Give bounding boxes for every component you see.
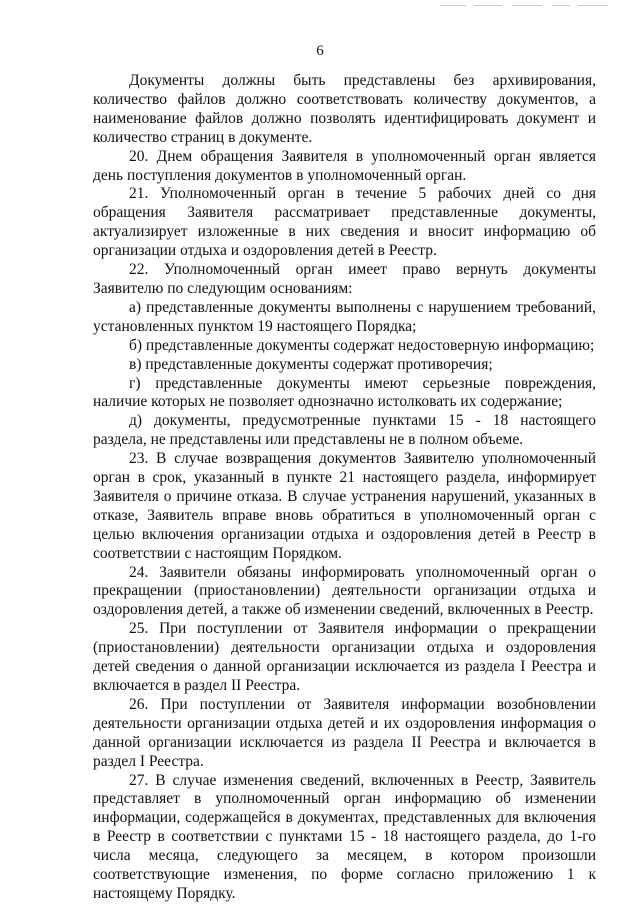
list-item: д) документы, предусмотренные пунктами 15 - 18 настоящего раздела, не представлены или представлены не в полном объеме. [93,412,596,449]
paragraph: 26. При поступлении от Заявителя информации возобновлении деятельности организации отдыха детей и их оздоровления информация о данной организации исключается из раздела II Реестра и включается в раздел I Реестра. [93,695,596,770]
scan-artifact-line [440,5,466,6]
scan-artifact-line [578,5,608,6]
list-item: б) представленные документы содержат недостоверную информацию; [129,336,595,354]
scan-artifact-line [512,5,542,6]
scan-artifact-line [552,5,570,6]
page-number: 6 [316,43,324,59]
paragraph: 20. Днем обращения Заявителя в уполномоченный орган является день поступления документов в уполномоченный орган. [93,147,596,184]
scan-artifact-line [474,5,502,6]
paragraph: Документы должны быть представлены без архивирования, количество файлов должно соответствовать количеству документов, а наименование файлов должно позволять идентифицировать документ и количество страниц в документе. [93,72,596,146]
list-item: а) представленные документы выполнены с нарушением требований, установленных пунктом 19 настоящего Порядка; [93,298,596,335]
paragraph: 21. Уполномоченный орган в течение 5 рабочих дней со дня обращения Заявителя рассматривает представленные документы, актуализирует изложенные в них сведения и вносит информацию об организации отдыха и оздоровления детей в Реестр. [93,185,596,260]
paragraph: 24. Заявители обязаны информировать уполномоченный орган о прекращении (приостановлении) деятельности организации отдыха и оздоровления детей, а также об изменении сведений, включенных в Реестр. [93,563,596,619]
document-body [93,72,596,904]
paragraph: 22. Уполномоченный орган имеет право вернуть документы Заявителю по следующим основаниям: [93,261,596,297]
paragraph: 23. В случае возвращения документов Заявителю уполномоченный орган в срок, указанный в пункте 21 настоящего раздела, информирует Заявителя о причине отказа. В случае устранения нарушений, указанных в отказе, Заявитель вправе вновь обратиться в уполномоченный орган с целью включения организации отдыха и оздоровления детей в Реестр в соответствии с настоящим Порядком. [93,450,596,562]
paragraph: 27. В случае изменения сведений, включенных в Реестр, Заявитель представляет в уполномоченный орган информацию об изменении информации, содержащейся в документах, представленных для включения в Реестр в соответствии с пунктами 15 - 18 настоящего раздела, до 1-го числа месяца, следующего за месяцем, в котором произошли соответствующие изменения, по форме согласно приложению 1 к настоящему Порядку. [93,771,596,902]
paragraph: 25. При поступлении от Заявителя информации о прекращении (приостановлении) деятельности организации отдыха и оздоровления детей сведения о данной организации исключается из раздела I Реестра и включается в раздел II Реестра. [93,620,596,694]
list-item: в) представленные документы содержат противоречия; [129,355,493,373]
list-item: г) представленные документы имеют серьезные повреждения, наличие которых не позволяет однозначно истолковать их содержание; [93,374,596,411]
